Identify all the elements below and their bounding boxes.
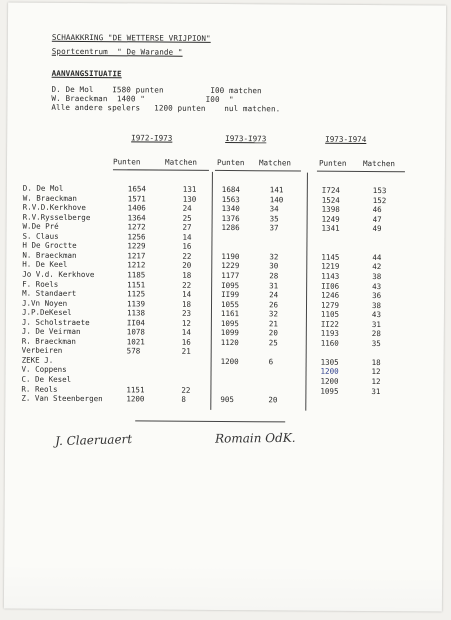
- matchen-1973a: 34: [269, 204, 279, 214]
- player-name: D. De Mol: [22, 183, 64, 193]
- matchen-1973b: 28: [371, 329, 381, 339]
- matchen-1973b: 43: [372, 281, 382, 291]
- punten-1973b: 1341: [321, 223, 340, 233]
- matchen-1973a: 26: [268, 299, 279, 309]
- player-name: R. Braeckman: [21, 336, 76, 346]
- matchen-1972: 14: [182, 289, 192, 299]
- matchen-1972: 22: [182, 280, 192, 290]
- player-name: H De Groctte: [22, 240, 77, 251]
- player-name: H. De Keel: [22, 259, 68, 270]
- player-name: W. Braeckman: [22, 193, 77, 203]
- player-name: J.P.DeKesel: [21, 307, 72, 318]
- punten-1973a: I095: [221, 280, 240, 290]
- punten-1972: 1200: [126, 394, 145, 404]
- matchen-1973a: 35: [269, 213, 279, 224]
- punten-1973b: II06: [321, 281, 340, 291]
- matchen-1972: 18: [181, 299, 192, 309]
- punten-1973b: 1193: [320, 328, 339, 339]
- punten-1973a: 1286: [221, 223, 240, 233]
- venue-name: Sportcentrum " De Warande ": [51, 46, 183, 57]
- paper-shading: [4, 562, 442, 611]
- matchen-1973b: 31: [371, 386, 381, 396]
- punten-1972: 1139: [126, 298, 146, 309]
- punten-1972: 1229: [127, 241, 146, 251]
- player-name: V. Coppens: [21, 365, 67, 375]
- matchen-1973a: 32: [268, 309, 279, 319]
- punten-1972: 1406: [127, 203, 146, 213]
- player-name: R.V.D.Kerkhove: [22, 202, 86, 213]
- start-line-3: Alle andere spelers 1200 punten nul matchen.: [51, 102, 281, 114]
- punten-1973b: 1105: [320, 309, 340, 319]
- matchen-1973a: 32: [269, 252, 279, 262]
- punten-1973b: 1524: [321, 195, 340, 205]
- punten-1973b: 1305: [320, 357, 339, 367]
- punten-1972: 1138: [126, 308, 146, 318]
- punten-1972: 578: [126, 346, 141, 356]
- matchen-1973b: 43: [371, 310, 382, 320]
- signature-right: Romain OdK.: [215, 430, 296, 446]
- matchen-1973a: 140: [269, 194, 284, 204]
- matchen-1972: 20: [182, 261, 192, 271]
- punten-1972: 1185: [127, 270, 146, 280]
- matchen-1973a: 21: [268, 318, 278, 329]
- punten-1973b: 1143: [321, 271, 340, 281]
- player-name: F. Roels: [22, 279, 59, 289]
- club-name: SCHAAKKRING "DE WETTERSE VRIJPION": [51, 32, 211, 43]
- col-header-punten-1: Punten: [112, 157, 141, 167]
- punten-1972: 1364: [127, 212, 146, 223]
- matchen-1973b: 46: [372, 205, 382, 215]
- matchen-1972: 131: [182, 184, 197, 194]
- punten-1973b: 1160: [320, 338, 339, 348]
- matchen-1972: 8: [181, 394, 186, 404]
- player-name: M. Standaert: [22, 288, 77, 299]
- matchen-1972: 27: [182, 222, 192, 232]
- col-header-punten-3: Punten: [318, 158, 347, 168]
- punten-1973a: 905: [220, 395, 234, 405]
- punten-1973b: 1219: [321, 262, 340, 272]
- matchen-1973a: 25: [268, 338, 278, 348]
- start-line-2: W. Braeckman 1400 " I00 ": [51, 93, 234, 105]
- punten-1972: 1151: [127, 279, 146, 289]
- player-name: Verbeiren: [21, 345, 63, 356]
- matchen-1972: 14: [181, 327, 191, 338]
- season-header-3: I973-I974: [325, 134, 367, 144]
- player-name: J. Scholstraete: [21, 317, 90, 327]
- player-name: Jo V.d. Kerkhove: [22, 269, 95, 280]
- matchen-1973a: 141: [269, 185, 284, 195]
- matchen-1972: 23: [181, 308, 192, 318]
- punten-1972: 1654: [127, 184, 146, 194]
- punten-1973b: 1246: [321, 290, 340, 300]
- punten-1973b: 1200: [320, 376, 339, 386]
- punten-1973b: 1145: [321, 252, 340, 262]
- matchen-1973b: 31: [371, 319, 381, 329]
- matchen-1972: 24: [182, 203, 192, 213]
- matchen-1972: 22: [181, 385, 191, 395]
- punten-1973a: 1161: [220, 309, 240, 319]
- matchen-1973b: 18: [371, 357, 381, 367]
- matchen-1973b: 36: [372, 291, 382, 301]
- matchen-1973b: 42: [372, 262, 382, 272]
- matchen-1972: 21: [181, 347, 191, 357]
- footer-rule: [135, 420, 285, 422]
- punten-1972: 1272: [127, 222, 146, 232]
- matchen-1973a: 37: [269, 223, 279, 233]
- punten-1972: 1151: [126, 384, 145, 394]
- punten-1973b: I724: [321, 185, 340, 195]
- punten-1973a: 1229: [221, 261, 240, 271]
- matchen-1973a: 20: [268, 395, 278, 405]
- matchen-1973b: 47: [372, 214, 382, 224]
- punten-1972: 1571: [127, 193, 146, 203]
- punten-1973a: 1099: [220, 328, 239, 338]
- player-name: S. Claus: [22, 231, 59, 241]
- matchen-1973b: 12: [371, 367, 381, 377]
- punten-1973a: 1340: [221, 204, 240, 214]
- header-rule-1: [113, 169, 209, 171]
- matchen-1972: 14: [182, 232, 192, 242]
- col-header-matchen-3: Matchen: [362, 158, 396, 169]
- punten-1973b: 1249: [321, 214, 340, 224]
- season-header-1: I972-I973: [131, 133, 173, 143]
- player-name: C. De Kesel: [21, 374, 72, 384]
- start-line-1: D. De Mol I580 punten I00 matchen: [51, 84, 262, 96]
- matchen-1973b: 153: [372, 186, 387, 196]
- matchen-1973b: 152: [372, 195, 387, 205]
- player-name: R.V.Rysselberge: [22, 212, 91, 222]
- player-name: R. Reols: [21, 384, 58, 394]
- matchen-1973a: 28: [269, 271, 279, 281]
- matchen-1973b: 38: [372, 271, 382, 282]
- matchen-1973b: 44: [372, 252, 382, 262]
- matchen-1972: 12: [181, 318, 191, 328]
- col-header-matchen-1: Matchen: [164, 157, 198, 167]
- punten-1973a: II99: [221, 290, 240, 300]
- col-header-punten-2: Punten: [216, 157, 245, 168]
- punten-1972: 1125: [127, 289, 146, 299]
- matchen-1973b: 35: [371, 338, 381, 348]
- punten-1972: 1256: [127, 232, 146, 242]
- punten-1972: 1212: [127, 260, 146, 270]
- matchen-1973b: 12: [371, 377, 381, 387]
- punten-1972: II04: [126, 318, 145, 328]
- punten-1973b: 1095: [320, 386, 339, 396]
- matchen-1972: 25: [182, 213, 192, 223]
- punten-1973a: 1095: [220, 318, 239, 328]
- punten-1973a: 1177: [221, 270, 240, 281]
- player-name: Z. Van Steenbergen: [21, 393, 103, 404]
- punten-1973a: 1120: [220, 337, 239, 347]
- player-name: J.Vn Noyen: [21, 298, 68, 308]
- matchen-1973a: 30: [269, 261, 279, 271]
- punten-1973a: 1200: [220, 356, 239, 366]
- punten-1973b: 1200: [320, 367, 339, 377]
- matchen-1973a: 31: [269, 280, 279, 290]
- section-title: AANVANGSITUATIE: [51, 68, 122, 79]
- punten-1973a: 1563: [221, 194, 240, 204]
- player-name: N. Braeckman: [22, 250, 77, 260]
- table-row: [5, 394, 443, 406]
- punten-1973a: 1684: [221, 184, 240, 195]
- punten-1973a: 1055: [220, 299, 240, 309]
- punten-1973b: 1398: [321, 204, 340, 214]
- matchen-1973a: 24: [269, 290, 279, 300]
- matchen-1973b: 38: [371, 300, 382, 310]
- punten-1972: 1021: [126, 337, 145, 347]
- matchen-1972: 16: [181, 337, 191, 347]
- matchen-1973a: 6: [268, 357, 274, 367]
- matchen-1972: 130: [182, 194, 197, 204]
- matchen-1973b: 49: [372, 224, 382, 234]
- player-name: J. De Veirman: [21, 326, 81, 337]
- punten-1973b: II22: [320, 319, 339, 329]
- punten-1973a: 1376: [221, 213, 240, 223]
- matchen-1972: 22: [182, 251, 192, 261]
- signature-left: J. Claeruaert: [54, 432, 133, 449]
- punten-1972: 1217: [127, 251, 146, 261]
- document-sheet: [4, 2, 446, 611]
- matchen-1973a: 20: [268, 328, 278, 338]
- punten-1972: 1078: [126, 327, 145, 337]
- matchen-1972: 18: [182, 270, 192, 280]
- punten-1973a: 1190: [221, 251, 240, 261]
- col-header-matchen-2: Matchen: [258, 158, 292, 168]
- player-name: W.De Pré: [22, 221, 59, 232]
- matchen-1972: 16: [182, 241, 192, 252]
- header-rule-3: [317, 171, 405, 173]
- header-rule-2: [215, 170, 301, 172]
- punten-1973b: 1279: [320, 300, 340, 310]
- player-name: ZEKE J.: [21, 355, 54, 365]
- season-header-2: I973-I973: [225, 133, 267, 144]
